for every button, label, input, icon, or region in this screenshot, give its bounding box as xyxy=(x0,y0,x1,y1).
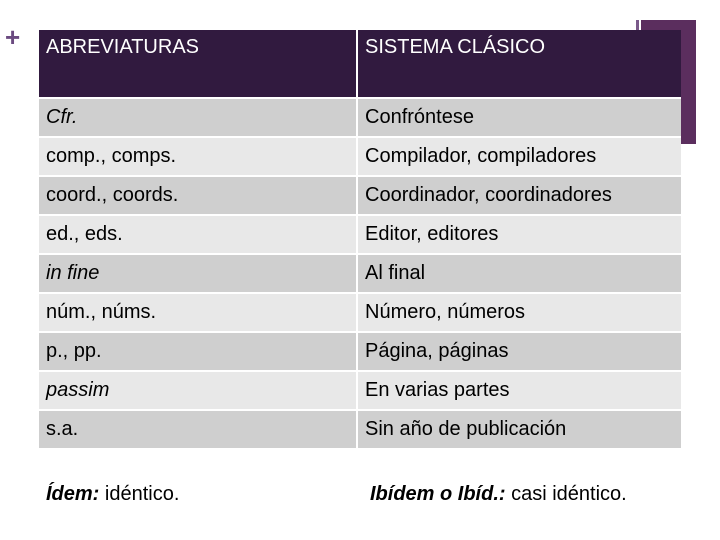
footnote-ibidem-term: Ibídem o Ibíd.: xyxy=(370,483,506,505)
footnote-idem xyxy=(46,483,179,506)
table-row xyxy=(39,138,681,177)
table-row xyxy=(39,294,681,333)
meaning-cell: Al final xyxy=(358,255,681,292)
table-header-row xyxy=(39,30,681,99)
abbreviation-cell: ed., eds. xyxy=(39,216,358,253)
meaning-cell: Página, páginas xyxy=(358,333,681,370)
meaning-cell: Número, números xyxy=(358,294,681,331)
table-row xyxy=(39,99,681,138)
abbreviation-cell: coord., coords. xyxy=(39,177,358,214)
abbreviation-cell: in fine xyxy=(39,255,358,292)
meaning-cell: Coordinador, coordinadores xyxy=(358,177,681,214)
header-abbreviations: ABREVIATURAS xyxy=(39,30,358,97)
abbreviation-cell: núm., núms. xyxy=(39,294,358,331)
meaning-cell: Sin año de publicación xyxy=(358,411,681,448)
abbreviation-cell: p., pp. xyxy=(39,333,358,370)
table-row xyxy=(39,411,681,450)
table-row xyxy=(39,255,681,294)
footnote-idem-text: idéntico. xyxy=(99,483,180,505)
footnote-idem-term: Ídem: xyxy=(46,483,100,505)
meaning-cell: Confróntese xyxy=(358,99,681,136)
abbreviation-cell: s.a. xyxy=(39,411,358,448)
meaning-cell: En varias partes xyxy=(358,372,681,409)
abbreviation-cell: Cfr. xyxy=(39,99,358,136)
abbreviations-table xyxy=(39,30,681,450)
table-row xyxy=(39,333,681,372)
footnote-ibidem xyxy=(370,483,627,506)
abbreviation-cell: passim xyxy=(39,372,358,409)
table-row xyxy=(39,216,681,255)
footnote-ibidem-text: casi idéntico. xyxy=(505,483,627,505)
meaning-cell: Compilador, compiladores xyxy=(358,138,681,175)
abbreviation-cell: comp., comps. xyxy=(39,138,358,175)
table-row xyxy=(39,372,681,411)
meaning-cell: Editor, editores xyxy=(358,216,681,253)
plus-icon: + xyxy=(5,22,21,52)
table-row xyxy=(39,177,681,216)
header-classic-system: SISTEMA CLÁSICO xyxy=(358,30,681,97)
